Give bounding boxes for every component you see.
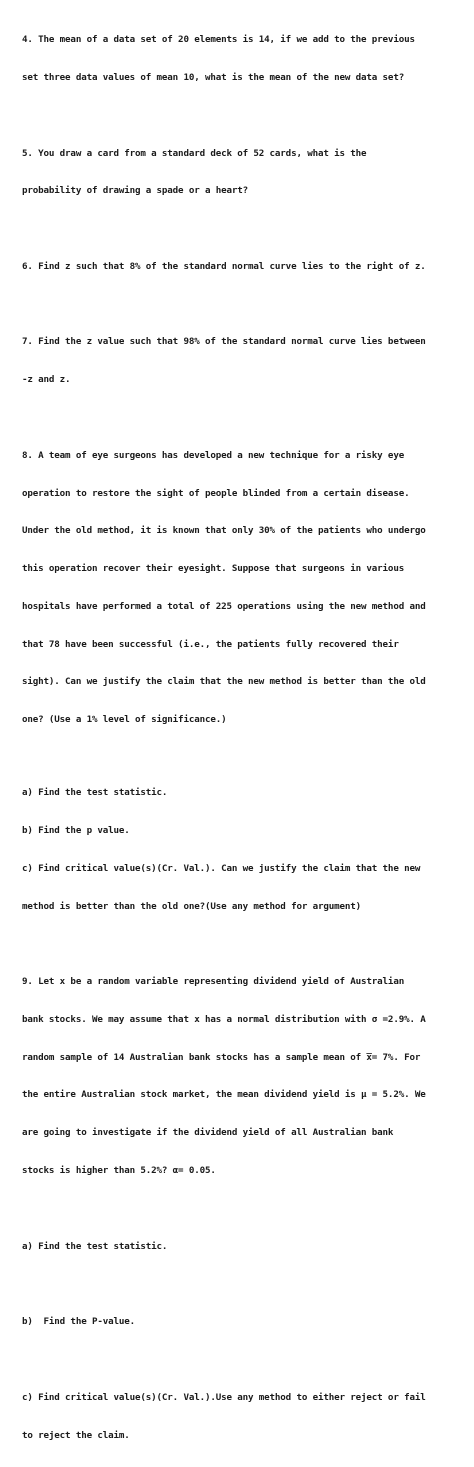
question-8-part-b: b) Find the p value. bbox=[22, 825, 130, 836]
question-8-line-8: one? (Use a 1% level of significance.) bbox=[22, 714, 227, 726]
question-9-part-b bbox=[22, 1291, 470, 1354]
question-9-line-5: are going to investigate if the dividend yield of all Australian bank bbox=[22, 1127, 394, 1139]
question-4-line-2: set three data values of mean 10, what is the mean of the new data set? bbox=[22, 71, 405, 83]
question-5-line-1: 5. You draw a card from a standard deck of 52 cards, what is the bbox=[22, 147, 367, 159]
question-5-line-2: probability of drawing a spade or a heart? bbox=[22, 185, 249, 197]
question-5 bbox=[22, 122, 470, 223]
document-page bbox=[22, 9, 470, 1467]
question-9-line-6: stocks is higher than 5.2%? α= 0.05. bbox=[22, 1165, 216, 1177]
question-6 bbox=[22, 236, 470, 299]
question-9-part-c-line-2: to reject the claim. bbox=[22, 1429, 130, 1441]
question-9-part-a-text: a) Find the test statistic. bbox=[22, 1240, 168, 1252]
question-8-line-3: Under the old method, it is known that only 30% of the patients who undergo bbox=[22, 525, 426, 537]
question-4 bbox=[22, 9, 470, 110]
question-8-line-1: 8. A team of eye surgeons has developed a new technique for a risky eye bbox=[22, 449, 405, 461]
question-6-line-1: 6. Find z such that 8% of the standard normal curve lies to the right of z. bbox=[22, 260, 426, 272]
question-8-part-c-line-1: c) Find critical value(s)(Cr. Val.). Can we justify the claim that the new bbox=[22, 862, 421, 874]
question-8-part-a: a) Find the test statistic. bbox=[22, 787, 168, 799]
question-8-line-5: hospitals have performed a total of 225 operations using the new method and bbox=[22, 600, 426, 612]
question-4-line-1: 4. The mean of a data set of 20 elements is 14, if we add to the previous bbox=[22, 34, 415, 46]
question-8 bbox=[22, 425, 470, 752]
question-8-line-6: that 78 have been successful (i.e., the patients fully recovered their bbox=[22, 638, 399, 650]
question-9-part-b-text: b) Find the P-value. bbox=[22, 1316, 136, 1328]
question-8-parts bbox=[22, 762, 470, 938]
question-7 bbox=[22, 311, 470, 412]
question-7-line-1: 7. Find the z value such that 98% of the standard normal curve lies between bbox=[22, 336, 426, 348]
question-8-line-7: sight). Can we justify the claim that the new method is better than the old bbox=[22, 676, 426, 688]
question-9-part-c-line-1: c) Find critical value(s)(Cr. Val.).Use any method to either reject or fail bbox=[22, 1391, 426, 1403]
question-9 bbox=[22, 951, 470, 1203]
question-8-line-4: this operation recover their eyesight. Suppose that surgeons in various bbox=[22, 563, 405, 575]
question-8-line-2: operation to restore the sight of people blinded from a certain disease. bbox=[22, 487, 410, 499]
question-9-line-3: random sample of 14 Australian bank stocks has a sample mean of x̅= 7%. For bbox=[22, 1051, 421, 1063]
question-7-line-2: -z and z. bbox=[22, 374, 71, 386]
question-9-part-c bbox=[22, 1367, 470, 1467]
question-9-line-2: bank stocks. We may assume that x has a normal distribution with σ =2.9%. A bbox=[22, 1013, 426, 1025]
question-9-part-a bbox=[22, 1215, 470, 1278]
question-8-part-c-line-2: method is better than the old one?(Use any method for argument) bbox=[22, 900, 362, 912]
question-9-line-4: the entire Australian stock market, the mean dividend yield is μ = 5.2%. We bbox=[22, 1089, 426, 1101]
question-9-line-1: 9. Let x be a random variable representing dividend yield of Australian bbox=[22, 976, 405, 988]
